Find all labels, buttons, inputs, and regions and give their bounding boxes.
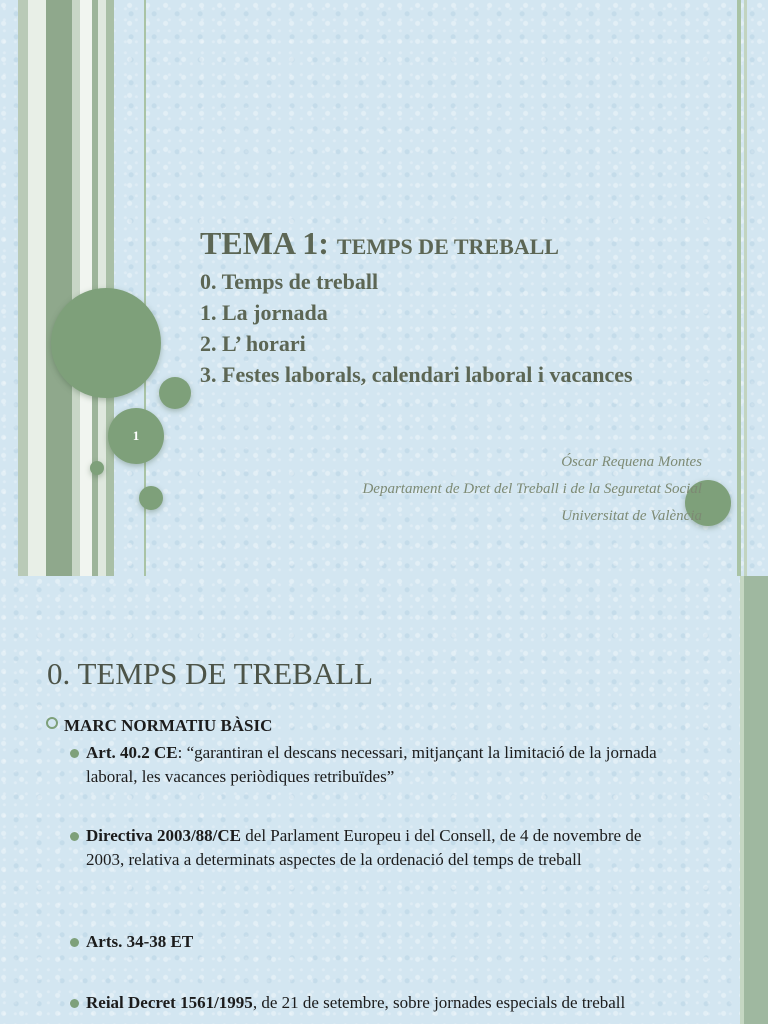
list-item: [70, 930, 670, 954]
list-item: [70, 824, 670, 872]
author-block: [362, 450, 702, 531]
decorative-circle-large: [51, 288, 161, 398]
topic-item: 3. Festes laborals, calendari laboral i vacances: [200, 362, 633, 387]
slide-number-badge: 1: [108, 408, 164, 464]
slide-title: 0. TEMPS DE TREBALL: [47, 656, 374, 691]
item-ref: Directiva 2003/88/CE: [86, 826, 242, 845]
section-heading: [46, 716, 272, 736]
decorative-bar: [744, 576, 768, 1024]
list-item: [70, 741, 670, 789]
decorative-line-right-2: [744, 0, 747, 576]
university-name: Universitat de València: [561, 508, 702, 524]
decorative-circle-small: [139, 486, 163, 510]
topic-item: 0. Temps de treball: [200, 269, 379, 294]
bullet-icon: [70, 938, 79, 947]
topic-item: 2. L’ horari: [200, 331, 306, 356]
bullet-icon: [70, 832, 79, 841]
topic-item: 1. La jornada: [200, 300, 328, 325]
item-ref: Art. 40.2 CE: [86, 743, 178, 762]
section-heading-text: MARC NORMATIU BÀSIC: [64, 716, 273, 735]
department-name: Departament de Dret del Treball i de la Seguretat Social: [362, 481, 702, 497]
title-block: [200, 224, 720, 390]
list-item: [70, 991, 670, 1015]
ring-bullet-icon: [46, 717, 58, 729]
decorative-line-right: [737, 0, 741, 576]
decorative-circle-medium: [159, 377, 191, 409]
slide-title: [200, 224, 720, 266]
item-text: del Parlament Europeu i del Consell, de 4 de novembre de 2003, relativa a determinats aspectes de la ordenació del temps de treball: [86, 826, 642, 869]
item-ref: Reial Decret 1561/1995: [86, 993, 253, 1012]
decorative-circle-tiny: [90, 461, 104, 475]
author-name: Óscar Requena Montes: [561, 454, 702, 470]
item-text: , de 21 de setembre, sobre jornades especials de treball: [252, 993, 626, 1012]
title-prefix: TEMA 1:: [200, 225, 337, 261]
bullet-icon: [70, 749, 79, 758]
item-text: : “garantiran el descans necessari, mitjançant la limitació de la jornada laboral, les vacances periòdiques retribuïdes”: [86, 743, 657, 786]
title-main: TEMPS DE TREBALL: [336, 234, 559, 259]
bullet-icon: [70, 999, 79, 1008]
content-slide: [0, 576, 768, 1024]
item-ref: Arts. 34-38 ET: [86, 932, 194, 951]
